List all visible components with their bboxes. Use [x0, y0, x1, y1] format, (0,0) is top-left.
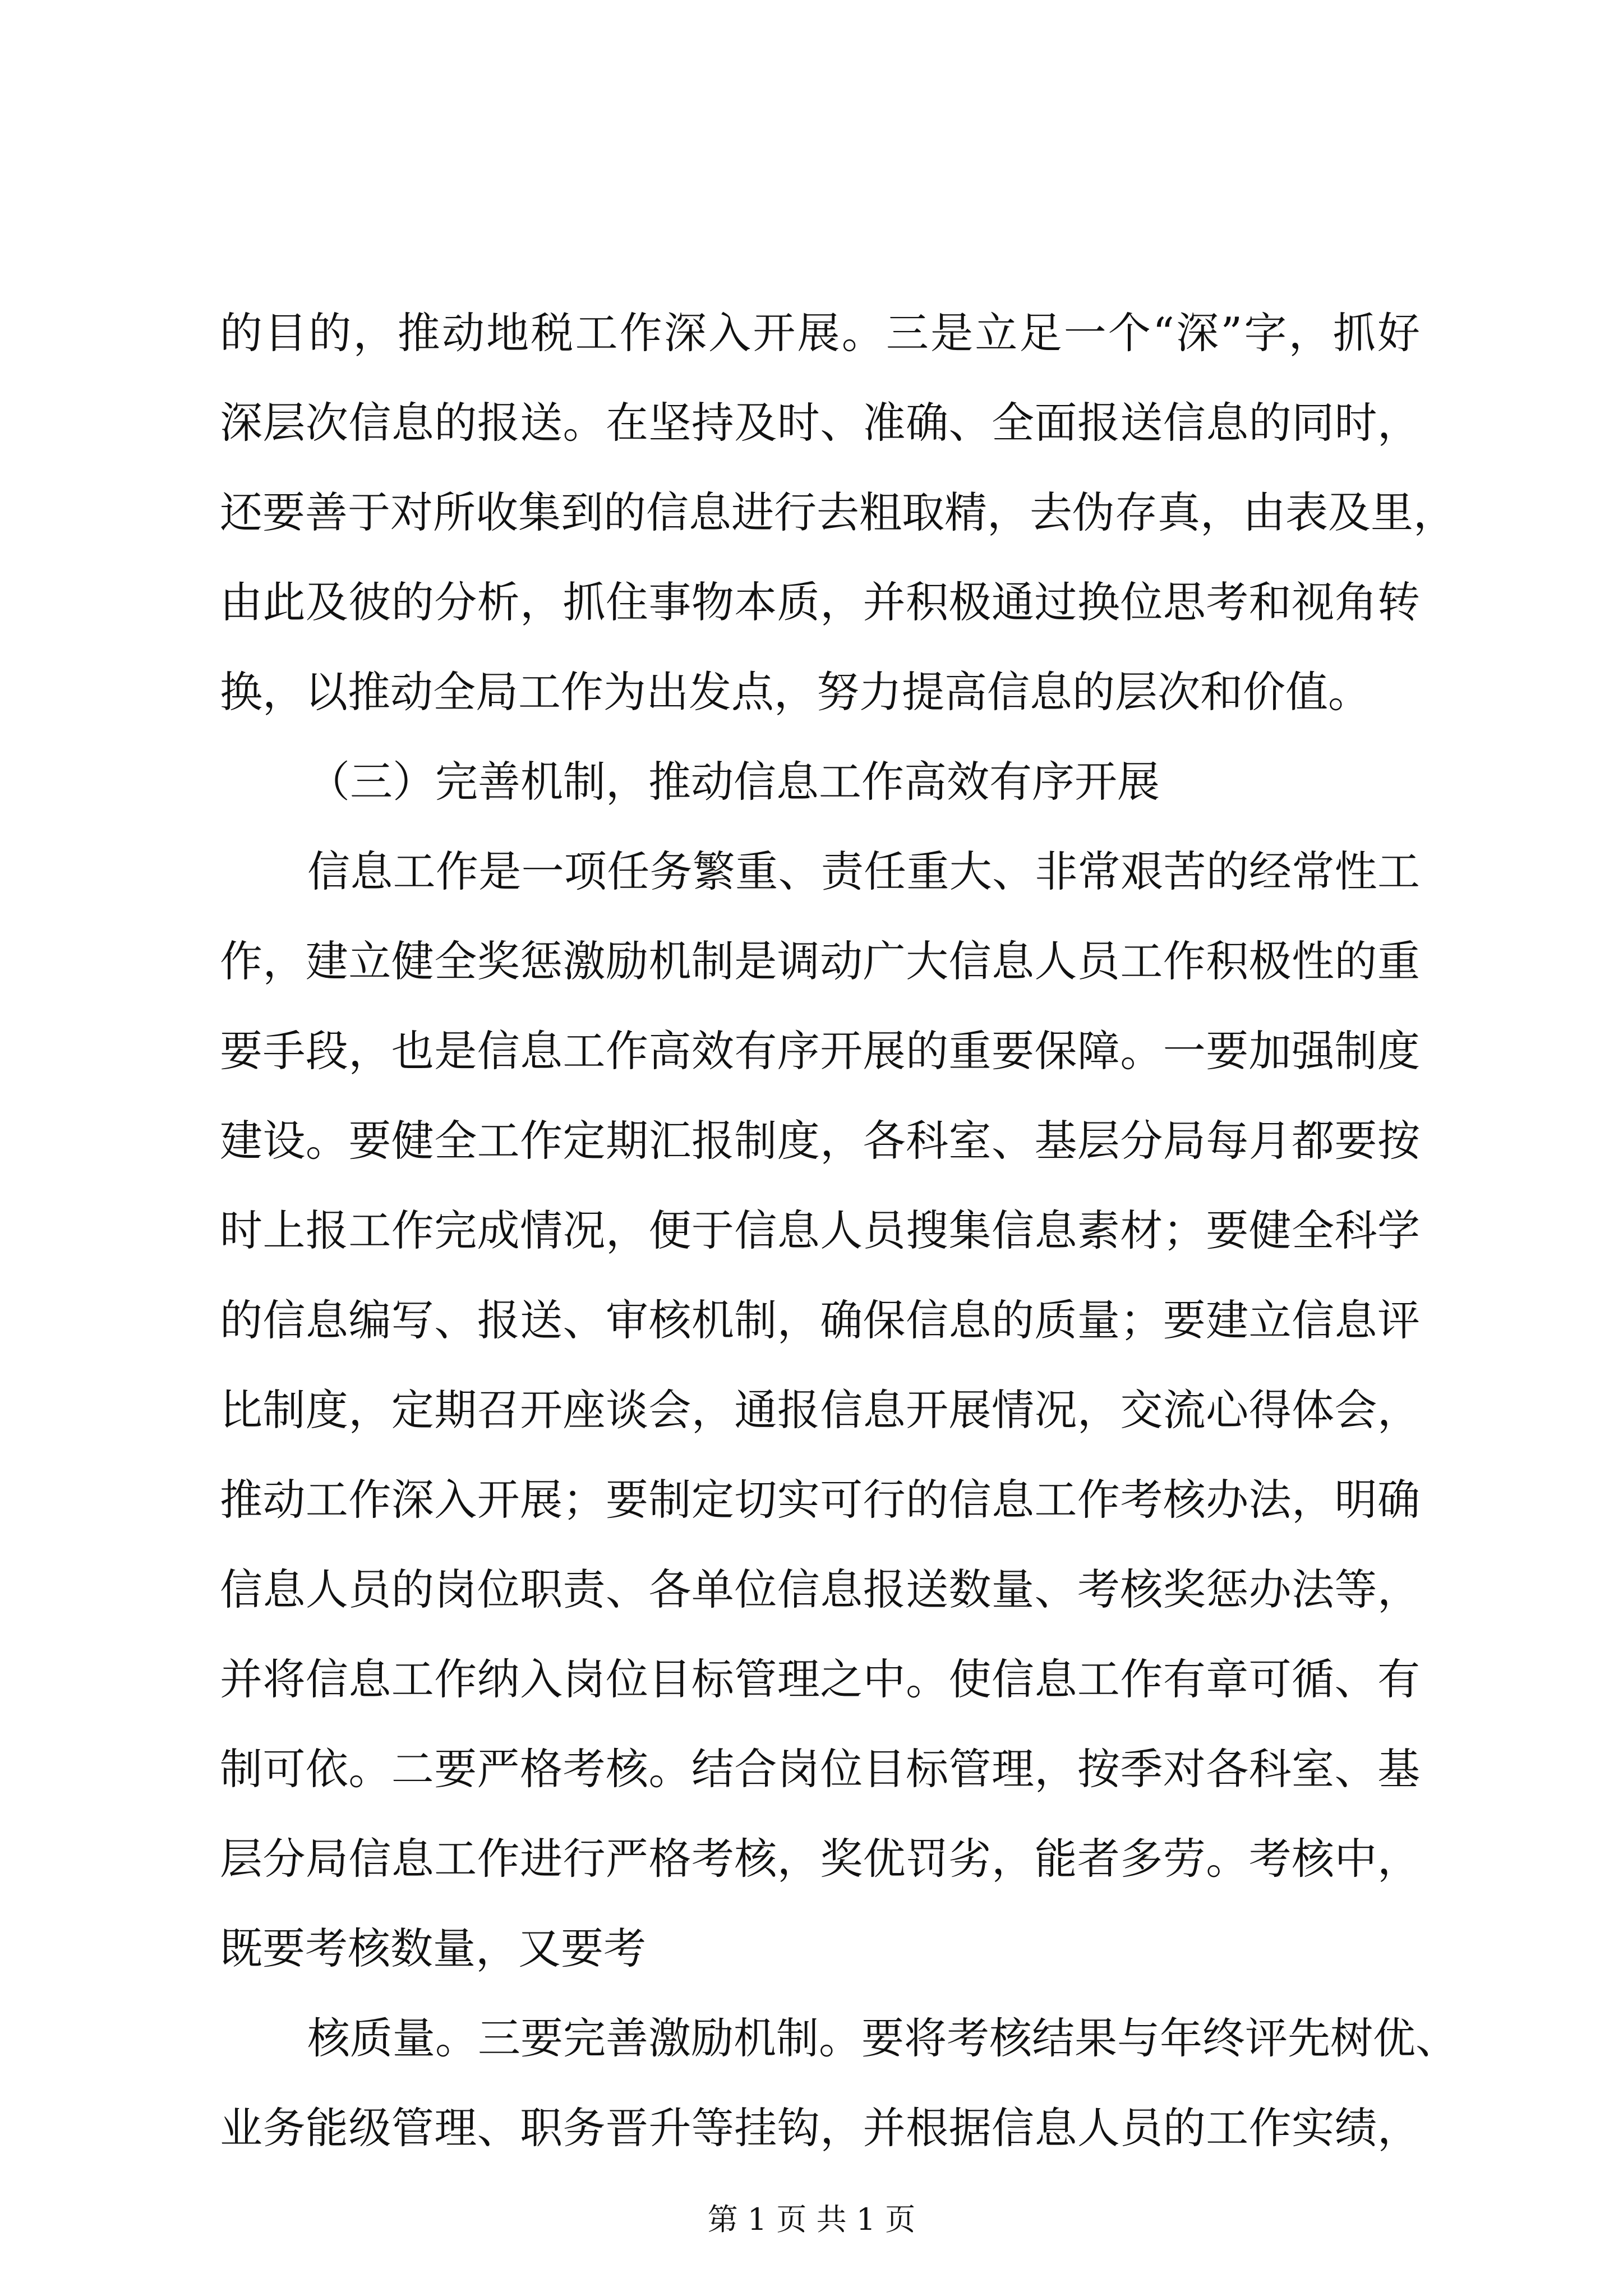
- text-line: 比制度，定期召开座谈会，通报信息开展情况，交流心得体会，: [220, 1385, 1420, 1435]
- text-line: 要手段，也是信息工作高效有序开展的重要保障。一要加强制度: [220, 1026, 1420, 1076]
- text-line: 还要善于对所收集到的信息进行去粗取精，去伪存真，由表及里，: [220, 487, 1456, 537]
- text-line: 的目的，推动地税工作深入开展。三是立足一个“深”字，抓好: [220, 308, 1420, 358]
- page-number: 第 1 页 共 1 页: [707, 2202, 916, 2237]
- text-line: 信息工作是一项任务繁重、责任重大、非常艰苦的经常性工: [307, 846, 1420, 896]
- text-line: 核质量。三要完善激励机制。要将考核结果与年终评先树优、: [307, 2013, 1458, 2063]
- text-line: 推动工作深入开展；要制定切实可行的信息工作考核办法，明确: [220, 1475, 1420, 1525]
- text-line: 时上报工作完成情况，便于信息人员搜集信息素材；要健全科学: [220, 1205, 1420, 1255]
- text-line: 的信息编写、报送、审核机制，确保信息的质量；要建立信息评: [220, 1295, 1420, 1345]
- text-line: 信息人员的岗位职责、各单位信息报送数量、考核奖惩办法等，: [220, 1565, 1420, 1614]
- text-line: 并将信息工作纳入岗位目标管理之中。使信息工作有章可循、有: [220, 1654, 1420, 1704]
- text-line: 建设。要健全工作定期汇报制度，各科室、基层分局每月都要按: [220, 1116, 1420, 1166]
- section-heading: （三）完善机制，推动信息工作高效有序开展: [307, 757, 1160, 807]
- text-line: 制可依。二要严格考核。结合岗位目标管理，按季对各科室、基: [220, 1744, 1420, 1794]
- text-line: 换，以推动全局工作为出发点，努力提高信息的层次和价值。: [220, 667, 1371, 717]
- text-line: 作，建立健全奖惩激励机制是调动广大信息人员工作积极性的重: [220, 936, 1420, 986]
- text-line: 业务能级管理、职务晋升等挂钩，并根据信息人员的工作实绩，: [220, 2103, 1420, 2153]
- text-line: 层分局信息工作进行严格考核，奖优罚劣，能者多劳。考核中，: [220, 1834, 1420, 1884]
- text-line: 深层次信息的报送。在坚持及时、准确、全面报送信息的同时，: [220, 398, 1420, 448]
- text-line: 由此及彼的分析，抓住事物本质，并积极通过换位思考和视角转: [220, 577, 1420, 627]
- text-line: 既要考核数量，又要考: [220, 1924, 646, 1973]
